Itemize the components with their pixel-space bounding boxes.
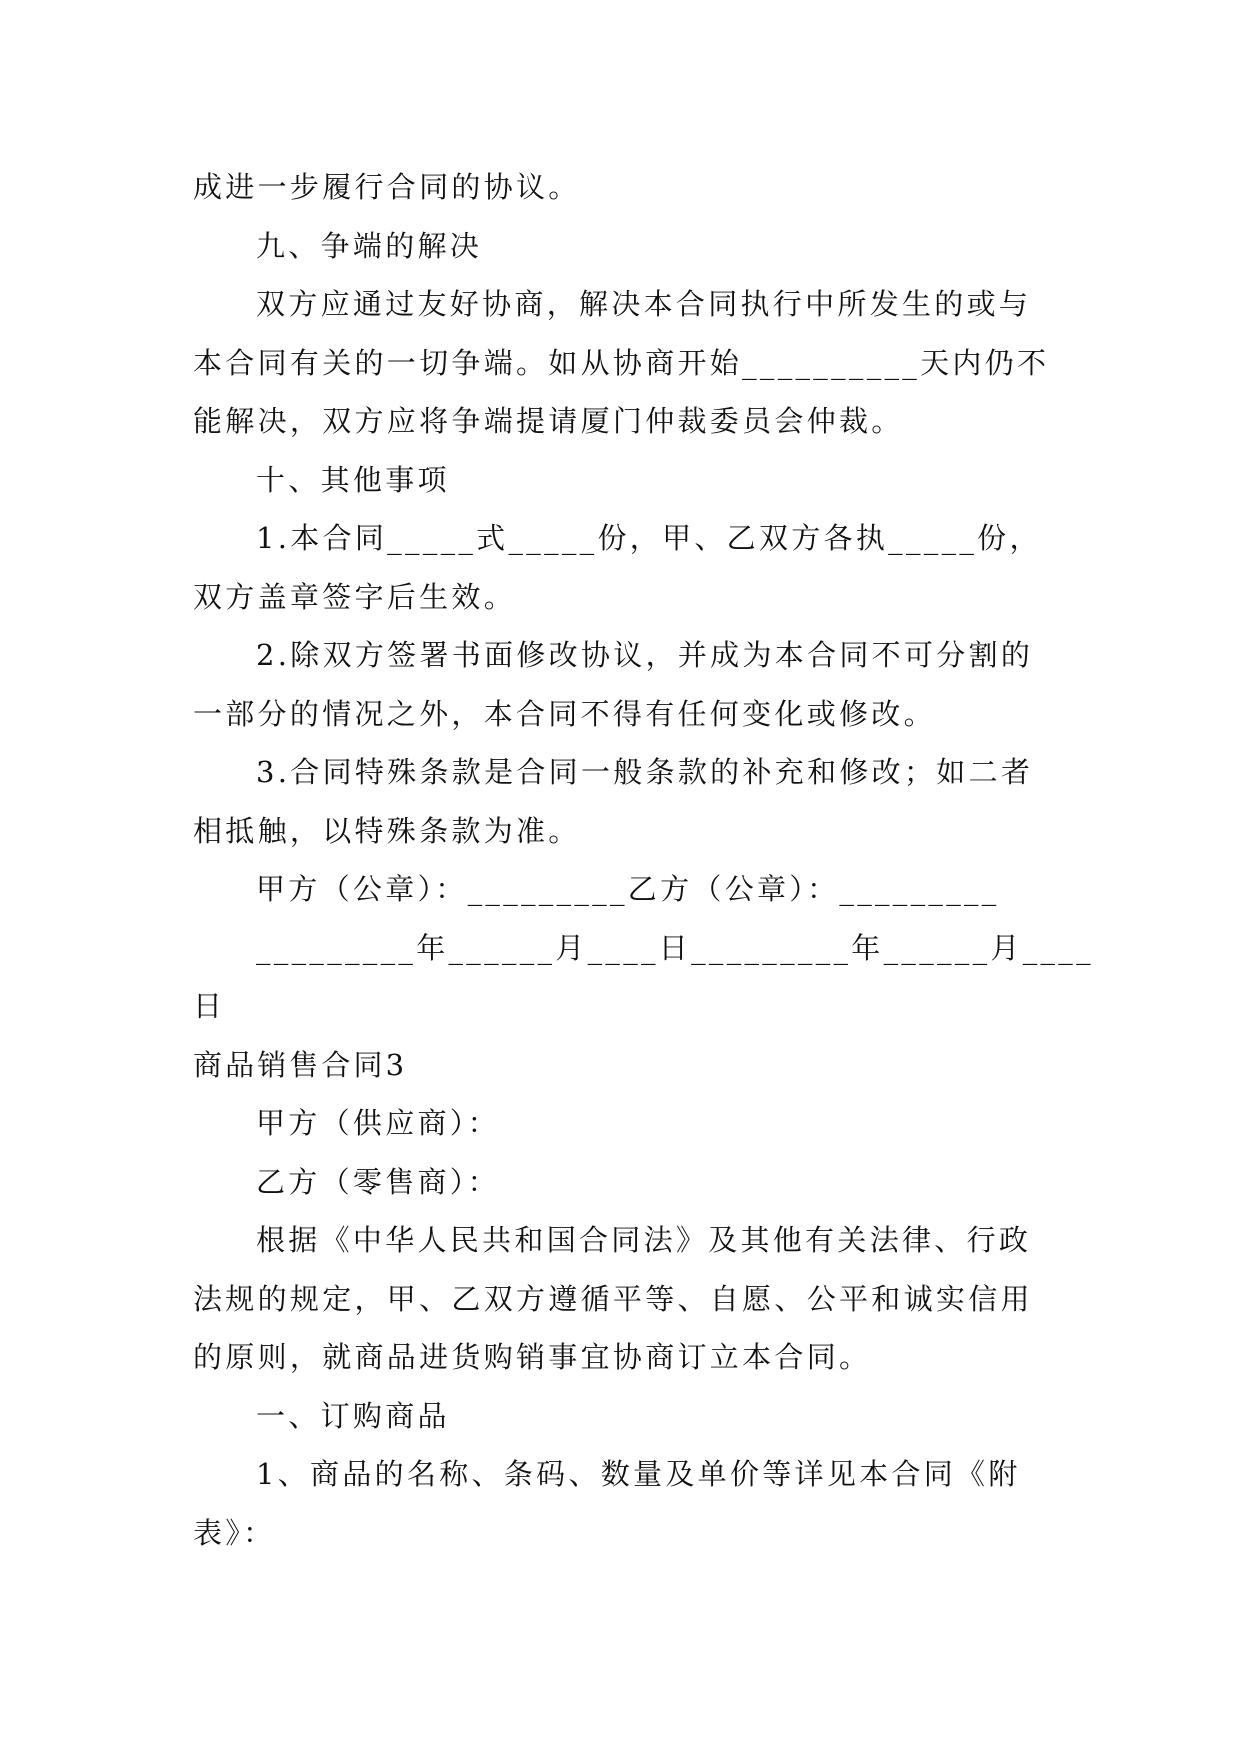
date-line: _________年______月____日_________年______月____ <box>256 930 1094 965</box>
clause-line: 3.合同特殊条款是合同一般条款的补充和修改；如二者 <box>256 755 1034 789</box>
clause-line: 2.除双方签署书面修改协议，并成为本合同不可分割的 <box>256 638 1034 672</box>
paragraph-line: 双方应通过友好协商，解决本合同执行中所发生的或与 <box>256 287 1032 321</box>
clause-line: 表》： <box>193 1515 276 1550</box>
clause-line: 相抵触，以特殊条款为准。 <box>193 813 581 848</box>
paragraph-line: 法规的规定，甲、乙双方遵循平等、自愿、公平和诚实信用 <box>193 1281 1033 1316</box>
signature-line: 甲方（公章）：_________乙方（公章）：_________ <box>256 872 1000 906</box>
paragraph-line: 成进一步履行合同的协议。 <box>193 170 581 204</box>
section-heading-dispute-resolution: 九、争端的解决 <box>256 228 483 263</box>
paragraph-line: 根据《中华人民共和国合同法》及其他有关法律、行政 <box>256 1223 1032 1257</box>
document-body <box>193 158 1094 1562</box>
paragraph-line: 能解决，双方应将争端提请厦门仲裁委员会仲裁。 <box>193 404 904 438</box>
clause-line: 1、商品的名称、条码、数量及单价等详见本合同《附 <box>256 1457 1021 1491</box>
date-line: 日 <box>193 989 226 1023</box>
party-b-line: 乙方（零售商）： <box>256 1164 500 1199</box>
paragraph-line: 的原则，就商品进货购销事宜协商订立本合同。 <box>193 1340 872 1374</box>
clause-line: 一部分的情况之外，本合同不得有任何变化或修改。 <box>193 696 936 731</box>
section-heading-order-goods: 一、订购商品 <box>256 1398 450 1433</box>
paragraph-line: 本合同有关的一切争端。如从协商开始__________天内仍不 <box>193 345 1050 380</box>
clause-line: 1.本合同_____式_____份，甲、乙双方各执_____份， <box>256 521 1042 555</box>
clause-line: 双方盖章签字后生效。 <box>193 579 517 614</box>
contract-title: 商品销售合同3 <box>193 1047 408 1082</box>
party-a-line: 甲方（供应商）： <box>256 1106 500 1140</box>
section-heading-other-matters: 十、其他事项 <box>256 462 450 497</box>
